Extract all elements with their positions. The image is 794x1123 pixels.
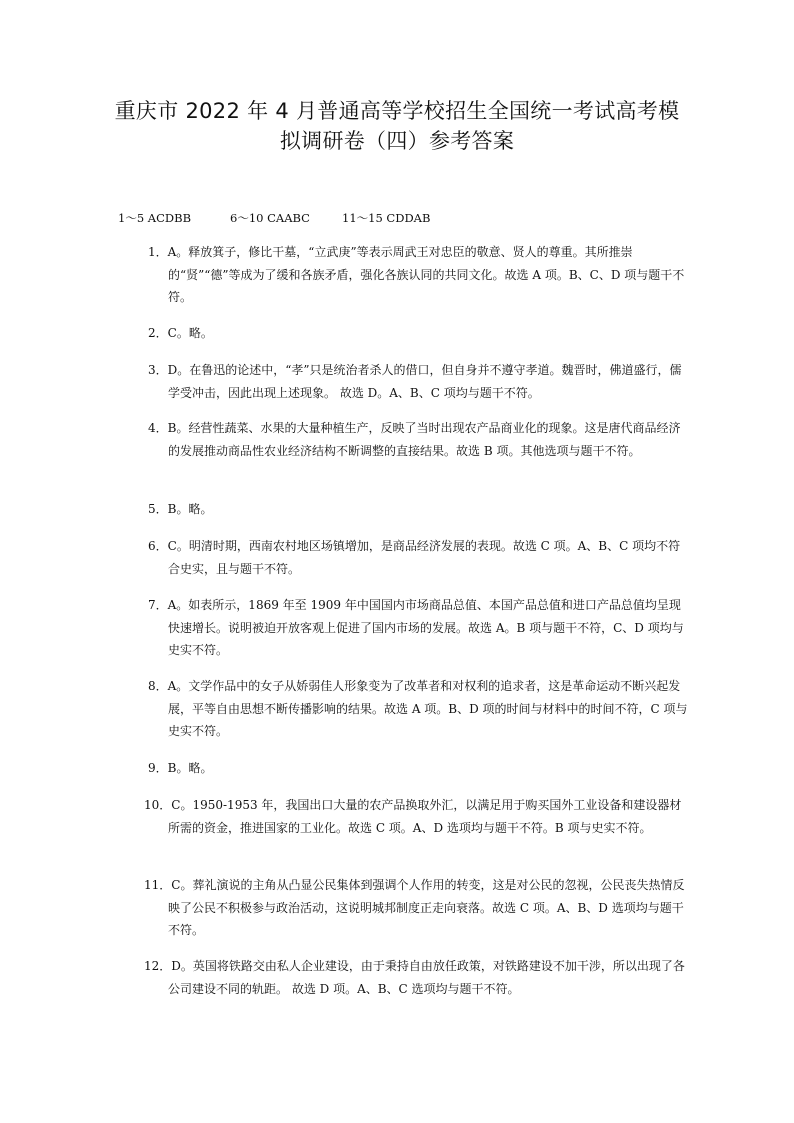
answer-key-11-15: 11～15 CDDAB [342, 211, 431, 225]
answer-text: A。释放箕子，修比干墓，“立武庚”等表示周武王对忠臣的敬意、贤人的尊重。其所推崇的“贤”“德”等成为了缓和各族矛盾，强化各族认同的共同文化。故选 A 项。B、C、D 项与题干不符。 [167, 245, 685, 304]
answer-key-1-5: 1～5 ACDBB [118, 211, 192, 225]
answer-explanation-10 [118, 794, 688, 839]
answer-text: A。如表所示，1869 年至 1909 年中国国内市场商品总值、本国产品总值和进口产品总值均呈现快速增长。说明被迫开放客观上促进了国内市场的发展。故选 A。B 项与题干不符，C、D 项均与史实不符。 [167, 598, 684, 657]
answer-explanation-8 [118, 675, 688, 743]
answer-number: 12． [144, 959, 172, 973]
answer-number: 5． [148, 502, 168, 516]
answer-number: 1． [148, 245, 168, 259]
document-title [110, 96, 684, 156]
answer-text: B。略。 [167, 502, 213, 516]
title-line-1: 重庆市 2022 年 4 月普通高等学校招生全国统一考试高考模 [114, 99, 680, 123]
answer-text: A。文学作品中的女子从娇弱佳人形象变为了改革者和对权利的追求者，这是革命运动不断兴起发展，平等自由思想不断传播影响的结果。故选 A 项。B、D 项的时间与材料中的时间不符，C 项与史实不符。 [167, 679, 688, 738]
answer-key-6-10: 6～10 CAABC [230, 211, 310, 225]
answer-explanation-12 [118, 955, 688, 1000]
answer-number: 7． [148, 598, 168, 612]
answer-explanation-7 [118, 594, 688, 662]
answer-text: C。1950-1953 年，我国出口大量的农产品换取外汇，以满足用于购买国外工业设备和建设器材所需的资金，推进国家的工业化。故选 C 项。A、D 选项均与题干不符。B 项与史实不符。 [168, 798, 682, 835]
answer-explanation-11 [118, 874, 688, 942]
answer-number: 11． [144, 878, 172, 892]
answer-number: 2． [148, 326, 168, 340]
answer-number: 3． [148, 363, 168, 377]
answer-text: B。略。 [167, 761, 213, 775]
title-line-2: 拟调研卷（四）参考答案 [279, 129, 515, 153]
answer-explanation-6 [118, 535, 688, 580]
answer-explanation-1 [118, 241, 688, 309]
answer-number: 10． [144, 798, 172, 812]
answer-text: B。经营性蔬菜、水果的大量种植生产，反映了当时出现农产品商业化的现象。这是唐代商品经济的发展推动商品性农业经济结构不断调整的直接结果。故选 B 项。其他选项与题干不符。 [167, 421, 681, 458]
answer-explanation-9 [118, 757, 688, 780]
multiple-choice-answer-key [118, 210, 430, 226]
answer-number: 9． [148, 761, 168, 775]
answer-explanation-2 [118, 322, 688, 345]
answer-text: C。略。 [167, 326, 213, 340]
answer-explanation-3 [118, 359, 688, 404]
answer-text: C。葬礼演说的主角从凸显公民集体到强调个人作用的转变，这是对公民的忽视，公民丧失热情反映了公民不积极参与政治活动，这说明城邦制度正走向衰落。故选 C 项。A、B、D 选项均与题干不符。 [168, 878, 685, 937]
answer-text: C。明清时期，西南农村地区场镇增加，是商品经济发展的表现。故选 C 项。A、B、C 项均不符合史实，且与题干不符。 [167, 539, 681, 576]
answer-text: D。在鲁迅的论述中，“孝”只是统治者杀人的借口，但自身并不遵守孝道。魏晋时，佛道盛行，儒学受冲击，因此出现上述现象。 故选 D。A、B、C 项均与题干不符。 [167, 363, 682, 400]
answer-number: 8． [148, 679, 168, 693]
answer-number: 6． [148, 539, 168, 553]
answer-explanation-4 [118, 417, 688, 462]
answer-text: D。英国将铁路交由私人企业建设，由于秉持自由放任政策，对铁路建设不加干涉，所以出现了各公司建设不同的轨距。 故选 D 项。A、B、C 选项均与题干不符。 [168, 959, 685, 996]
answer-number: 4． [148, 421, 168, 435]
answer-explanation-5 [118, 498, 688, 521]
